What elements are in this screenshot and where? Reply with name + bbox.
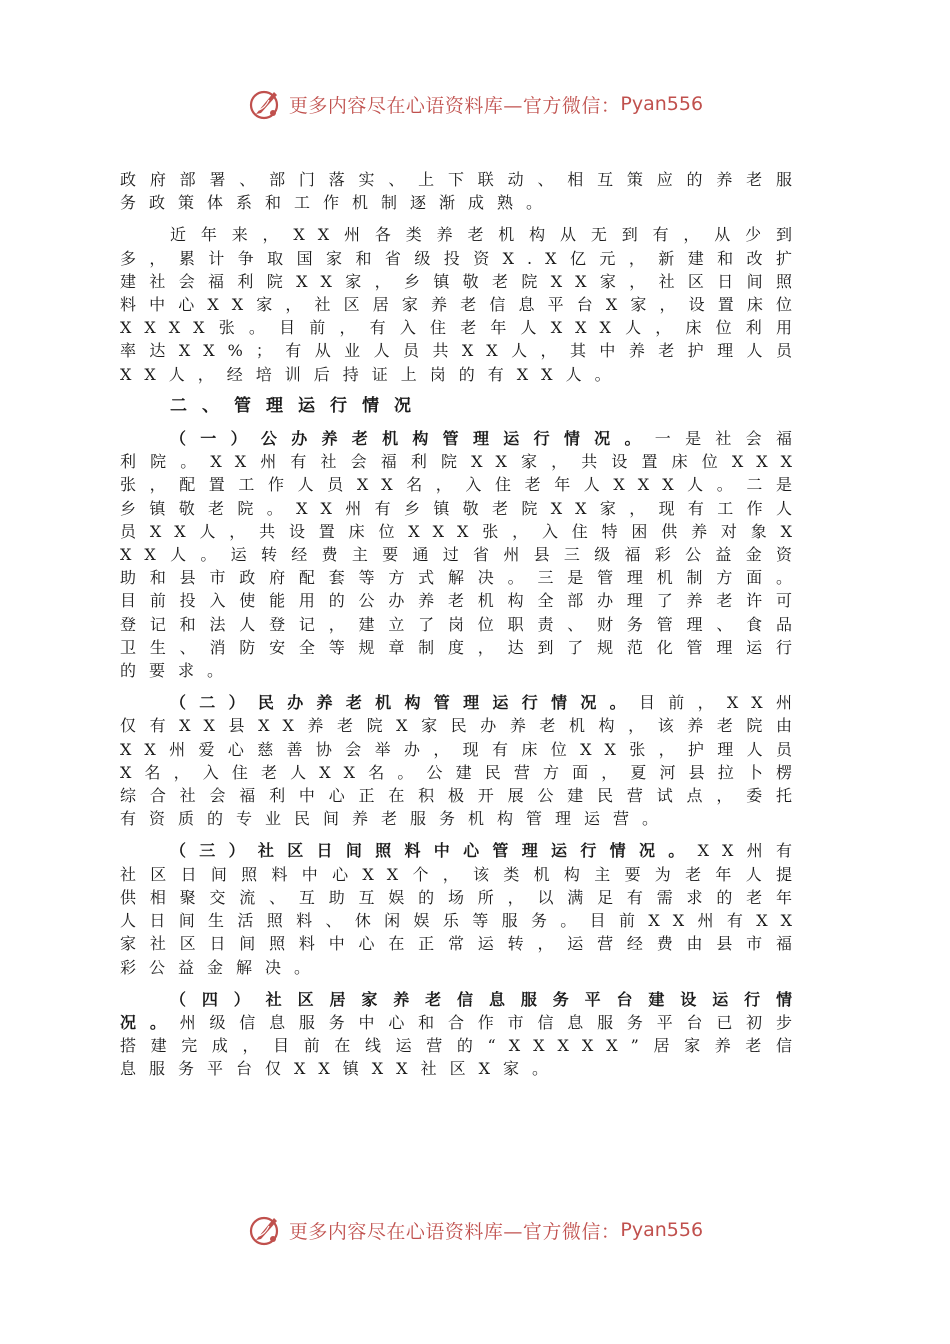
paragraph-lead: （一）公办养老机构管理运行情况。 bbox=[170, 429, 655, 449]
banner-wechat-handle: Pyan556 bbox=[620, 1219, 704, 1241]
paragraph-info-platform bbox=[120, 988, 805, 1081]
paragraph-lead: （四）社区居家养老信息服务平台建设运行情况。 bbox=[120, 989, 805, 1032]
paragraph-lead: （三）社区日间照料中心管理运行情况。 bbox=[170, 841, 698, 861]
paragraph-public-institutions bbox=[120, 427, 805, 682]
paragraph-text: 一是社会福利院。XX州有社会福利院XX家，共设置床位XXX张，配置工作人员XX名，入住老年人XXX人。二是乡镇敬老院。XX州有乡镇敬老院XX家，现有工作人员XX人，共设置床位XXX张，入住特困供养对象XXX人。运转经费主要通过省州县三级福彩公益金资助和县市政府配套等方式解决。三是管理机制方面。目前投入使能用的公办养老机构全部办理了养老许可登记和法人登记，建立了岗位职责、财务管理、食品卫生、消防安全等规章制度，达到了规范化管理运行的要求。 bbox=[120, 429, 805, 681]
section-heading-management: 二、管理运行情况 bbox=[170, 395, 426, 416]
banner-wechat-handle: Pyan556 bbox=[620, 93, 704, 115]
paragraph-text: XX州有社区日间照料中心XX个，该类机构主要为老年人提供相聚交流、互助互娱的场所，以满足有需求的老年人日间生活照料、休闲娱乐等服务。目前XX州有XX家社区日间照料中心在正常运转，运营经费由县市福彩公益金解决。 bbox=[120, 841, 805, 977]
quill-logo-icon bbox=[247, 86, 283, 122]
paragraph-text: 州级信息服务中心和合作市信息服务平台已初步搭建完成，目前在线运营的“XXXXX”居家养老信息服务平台仅XX镇XX社区X家。 bbox=[120, 1012, 805, 1079]
paragraph-policy-system bbox=[120, 168, 805, 214]
header-banner bbox=[0, 84, 950, 124]
paragraph-institutions-growth bbox=[120, 223, 805, 385]
footer-banner bbox=[0, 1210, 950, 1250]
banner-text: 更多内容尽在心语资料库—官方微信： bbox=[288, 94, 621, 117]
document-body bbox=[120, 168, 805, 1090]
banner-text: 更多内容尽在心语资料库—官方微信： bbox=[288, 1220, 621, 1243]
paragraph-text: 目前，XX州仅有XX县XX养老院X家民办养老机构，该养老院由XX州爱心慈善协会举办，现有床位XX张，护理人员X名，入住老人XX名。公建民营方面，夏河县拉卜楞综合社会福利中心正在积极开展公建民营试点，委托有资质的专业民间养老服务机构管理运营。 bbox=[120, 693, 805, 829]
paragraph-private-institutions bbox=[120, 691, 805, 830]
quill-logo-icon bbox=[247, 1212, 283, 1248]
paragraph-day-care-centers bbox=[120, 839, 805, 978]
paragraph-text: 近年来，XX州各类养老机构从无到有，从少到多，累计争取国家和省级投资X.X亿元，新建和改扩建社会福利院XX家，乡镇敬老院XX家，社区日间照料中心XX家，社区居家养老信息平台X家，设置床位XXXX张。目前，有入住老年人XXX人，床位利用率达XX%；有从业人员共XX人，其中养老护理人员XX人，经培训后持证上岗的有XX人。 bbox=[120, 225, 805, 384]
paragraph-lead: （二）民办养老机构管理运行情况。 bbox=[170, 693, 639, 713]
paragraph-text: 政府部署、部门落实、上下联动、相互策应的养老服务政策体系和工作机制逐渐成熟。 bbox=[120, 170, 805, 213]
